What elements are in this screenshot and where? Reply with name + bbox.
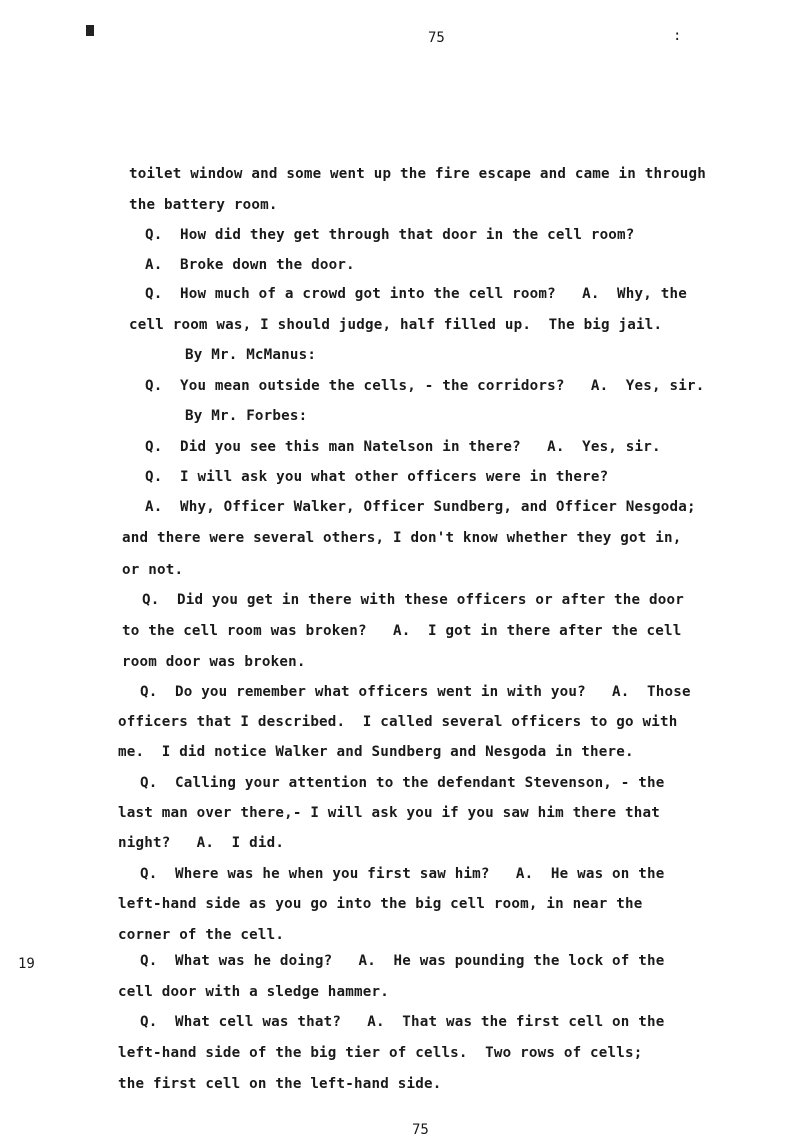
transcript-line: me. I did notice Walker and Sundberg and Nesgoda in there. <box>118 744 634 760</box>
transcript-line: By Mr. McManus: <box>185 347 317 363</box>
transcript-line: Q. You mean outside the cells, - the corridors? A. Yes, sir. <box>145 378 705 394</box>
transcript-line: Q. Where was he when you first saw him? A. He was on the <box>140 866 665 882</box>
transcript-line: Q. What cell was that? A. That was the first cell on the <box>140 1014 665 1030</box>
corner-mark <box>86 25 94 36</box>
transcript-line: to the cell room was broken? A. I got in there after the cell <box>122 623 682 639</box>
page-number-bottom: 75 <box>412 1122 429 1138</box>
transcript-line: toilet window and some went up the fire escape and came in through <box>129 166 706 182</box>
transcript-line: Q. Do you remember what officers went in with you? A. Those <box>140 684 691 700</box>
transcript-line: night? A. I did. <box>118 835 285 851</box>
transcript-line: officers that I described. I called several officers to go with <box>118 714 678 730</box>
transcript-line: corner of the cell. <box>118 927 285 943</box>
transcript-line: or not. <box>122 562 184 578</box>
transcript-line: the battery room. <box>129 197 278 213</box>
transcript-line: A. Broke down the door. <box>145 257 355 273</box>
transcript-line: cell room was, I should judge, half filled up. The big jail. <box>129 317 663 333</box>
transcript-line: By Mr. Forbes: <box>185 408 308 424</box>
transcript-line: left-hand side as you go into the big cell room, in near the <box>118 896 643 912</box>
transcript-line: and there were several others, I don't know whether they got in, <box>122 530 682 546</box>
transcript-line: Q. I will ask you what other officers were in there? <box>145 469 609 485</box>
margin-note: 19 <box>18 956 35 972</box>
transcript-line: left-hand side of the big tier of cells. Two rows of cells; <box>118 1045 643 1061</box>
transcript-line: Q. What was he doing? A. He was pounding the lock of the <box>140 953 665 969</box>
transcript-line: room door was broken. <box>122 654 306 670</box>
transcript-line: the first cell on the left-hand side. <box>118 1076 442 1092</box>
transcript-line: Q. Did you get in there with these officers or after the door <box>142 592 684 608</box>
transcript-line: Q. How much of a crowd got into the cell room? A. Why, the <box>145 286 687 302</box>
transcript-line: Q. How did they get through that door in the cell room? <box>145 227 635 243</box>
page-number-top: 75 <box>428 30 445 46</box>
tick-mark: : <box>673 28 682 44</box>
transcript-line: Q. Calling your attention to the defendant Stevenson, - the <box>140 775 665 791</box>
transcript-line: last man over there,- I will ask you if you saw him there that <box>118 805 660 821</box>
transcript-line: Q. Did you see this man Natelson in there? A. Yes, sir. <box>145 439 661 455</box>
transcript-line: A. Why, Officer Walker, Officer Sundberg, and Officer Nesgoda; <box>145 499 696 515</box>
transcript-line: cell door with a sledge hammer. <box>118 984 389 1000</box>
